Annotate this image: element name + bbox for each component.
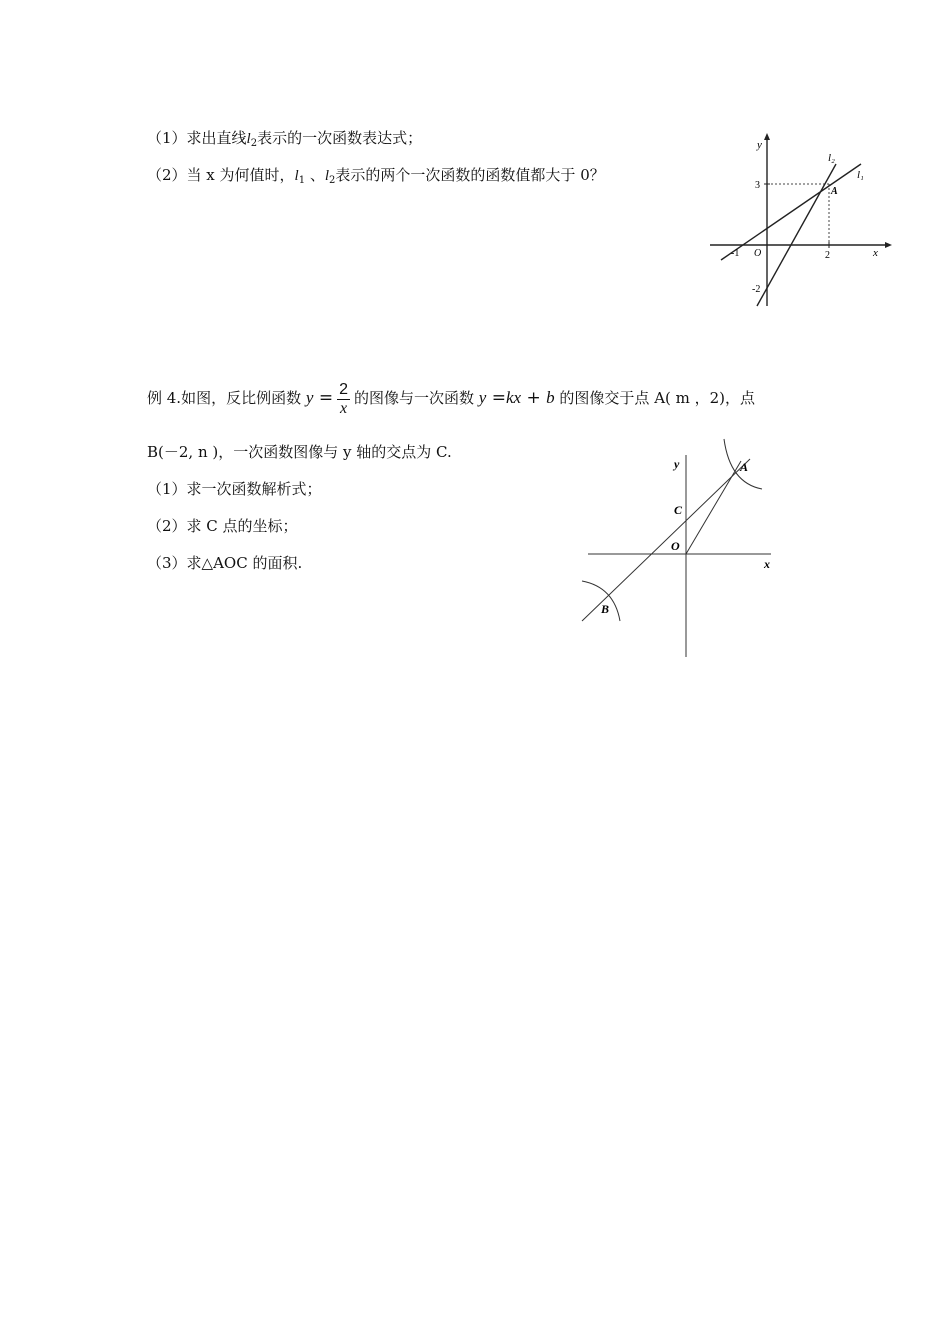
example4-question1: （1）求一次函数解析式； xyxy=(147,480,322,498)
figure2-point-a-label: A xyxy=(740,460,749,474)
figure1-y-label: y xyxy=(757,139,762,151)
q2-l1-symbol: l xyxy=(294,168,299,184)
q2-l2-subscript: 2 xyxy=(329,175,336,186)
figure2-segment-oa xyxy=(686,461,741,554)
example4-question3: （3）求△AOC 的面积. xyxy=(147,554,303,572)
example4-plus: + xyxy=(521,388,547,408)
figure2-x-label: x xyxy=(764,557,770,571)
figure2-y-label: y xyxy=(674,457,680,471)
example4-tail: 的图像交于点 A( m ，2)，点 xyxy=(559,389,756,407)
example4-mid: 的图像与一次函数 xyxy=(353,389,474,407)
figure1-line-l2 xyxy=(757,164,836,306)
figure1-l1-label: l₁ xyxy=(857,169,864,181)
q1-prefix: （1）求出直线 xyxy=(147,129,247,147)
problem3-question2 xyxy=(147,165,605,191)
figure1-x-arrow xyxy=(885,242,892,248)
figure1-tick-3-label: 3 xyxy=(755,180,760,191)
q1-suffix: 表示的一次函数表达式； xyxy=(257,129,423,147)
figure2-point-c-label: C xyxy=(674,503,683,517)
figure1-y-arrow xyxy=(764,133,770,140)
example4-line2: B(－2, n )，一次函数图像与 y 轴的交点为 C. xyxy=(147,443,452,461)
example4-b: b xyxy=(546,388,555,407)
example4-intro xyxy=(147,378,755,422)
figure1-tick-2-label: 2 xyxy=(825,250,830,261)
figure2-origin-label: O xyxy=(671,539,680,553)
example4-question2: （2）求 C 点的坐标； xyxy=(147,517,298,535)
figure2-line-ab xyxy=(582,459,750,621)
problem3-question1 xyxy=(147,128,422,154)
example4-kx: kx xyxy=(505,388,522,407)
q1-line-subscript: 2 xyxy=(250,138,258,149)
q2-l2-symbol: l xyxy=(324,168,330,184)
example4-y1: y xyxy=(305,388,314,407)
example4-eq1: = xyxy=(313,388,334,408)
figure1-tick-neg1-label: -1 xyxy=(731,248,740,259)
figure1-l2-label: l₂ xyxy=(828,152,835,164)
figure2-point-b-label: B xyxy=(601,602,610,616)
figure1-linear-graphs xyxy=(705,128,895,313)
fraction-denominator: x xyxy=(339,399,348,417)
fraction-numerator: 2 xyxy=(339,380,348,398)
figure1-tick-neg2-label: -2 xyxy=(752,284,761,295)
figure2-hyperbola-graph xyxy=(578,435,778,660)
example4-y2: y xyxy=(478,388,487,407)
figure1-origin-label: O xyxy=(754,248,762,259)
figure1-point-a-label: A xyxy=(831,186,838,197)
figure1-x-label: x xyxy=(873,247,878,259)
q2-l1-subscript: 1 xyxy=(298,175,306,186)
example4-intro-prefix: 例 4.如图，反比例函数 xyxy=(147,389,302,407)
q2-suffix: 表示的两个一次函数的函数值都大于 0？ xyxy=(335,166,605,184)
q2-prefix: （2）当 x 为何值时， xyxy=(147,166,295,184)
example4-fraction xyxy=(337,381,350,418)
example4-eq2: = xyxy=(486,388,506,408)
q2-separator: 、 xyxy=(305,166,325,184)
q1-line-symbol: l xyxy=(246,131,251,147)
